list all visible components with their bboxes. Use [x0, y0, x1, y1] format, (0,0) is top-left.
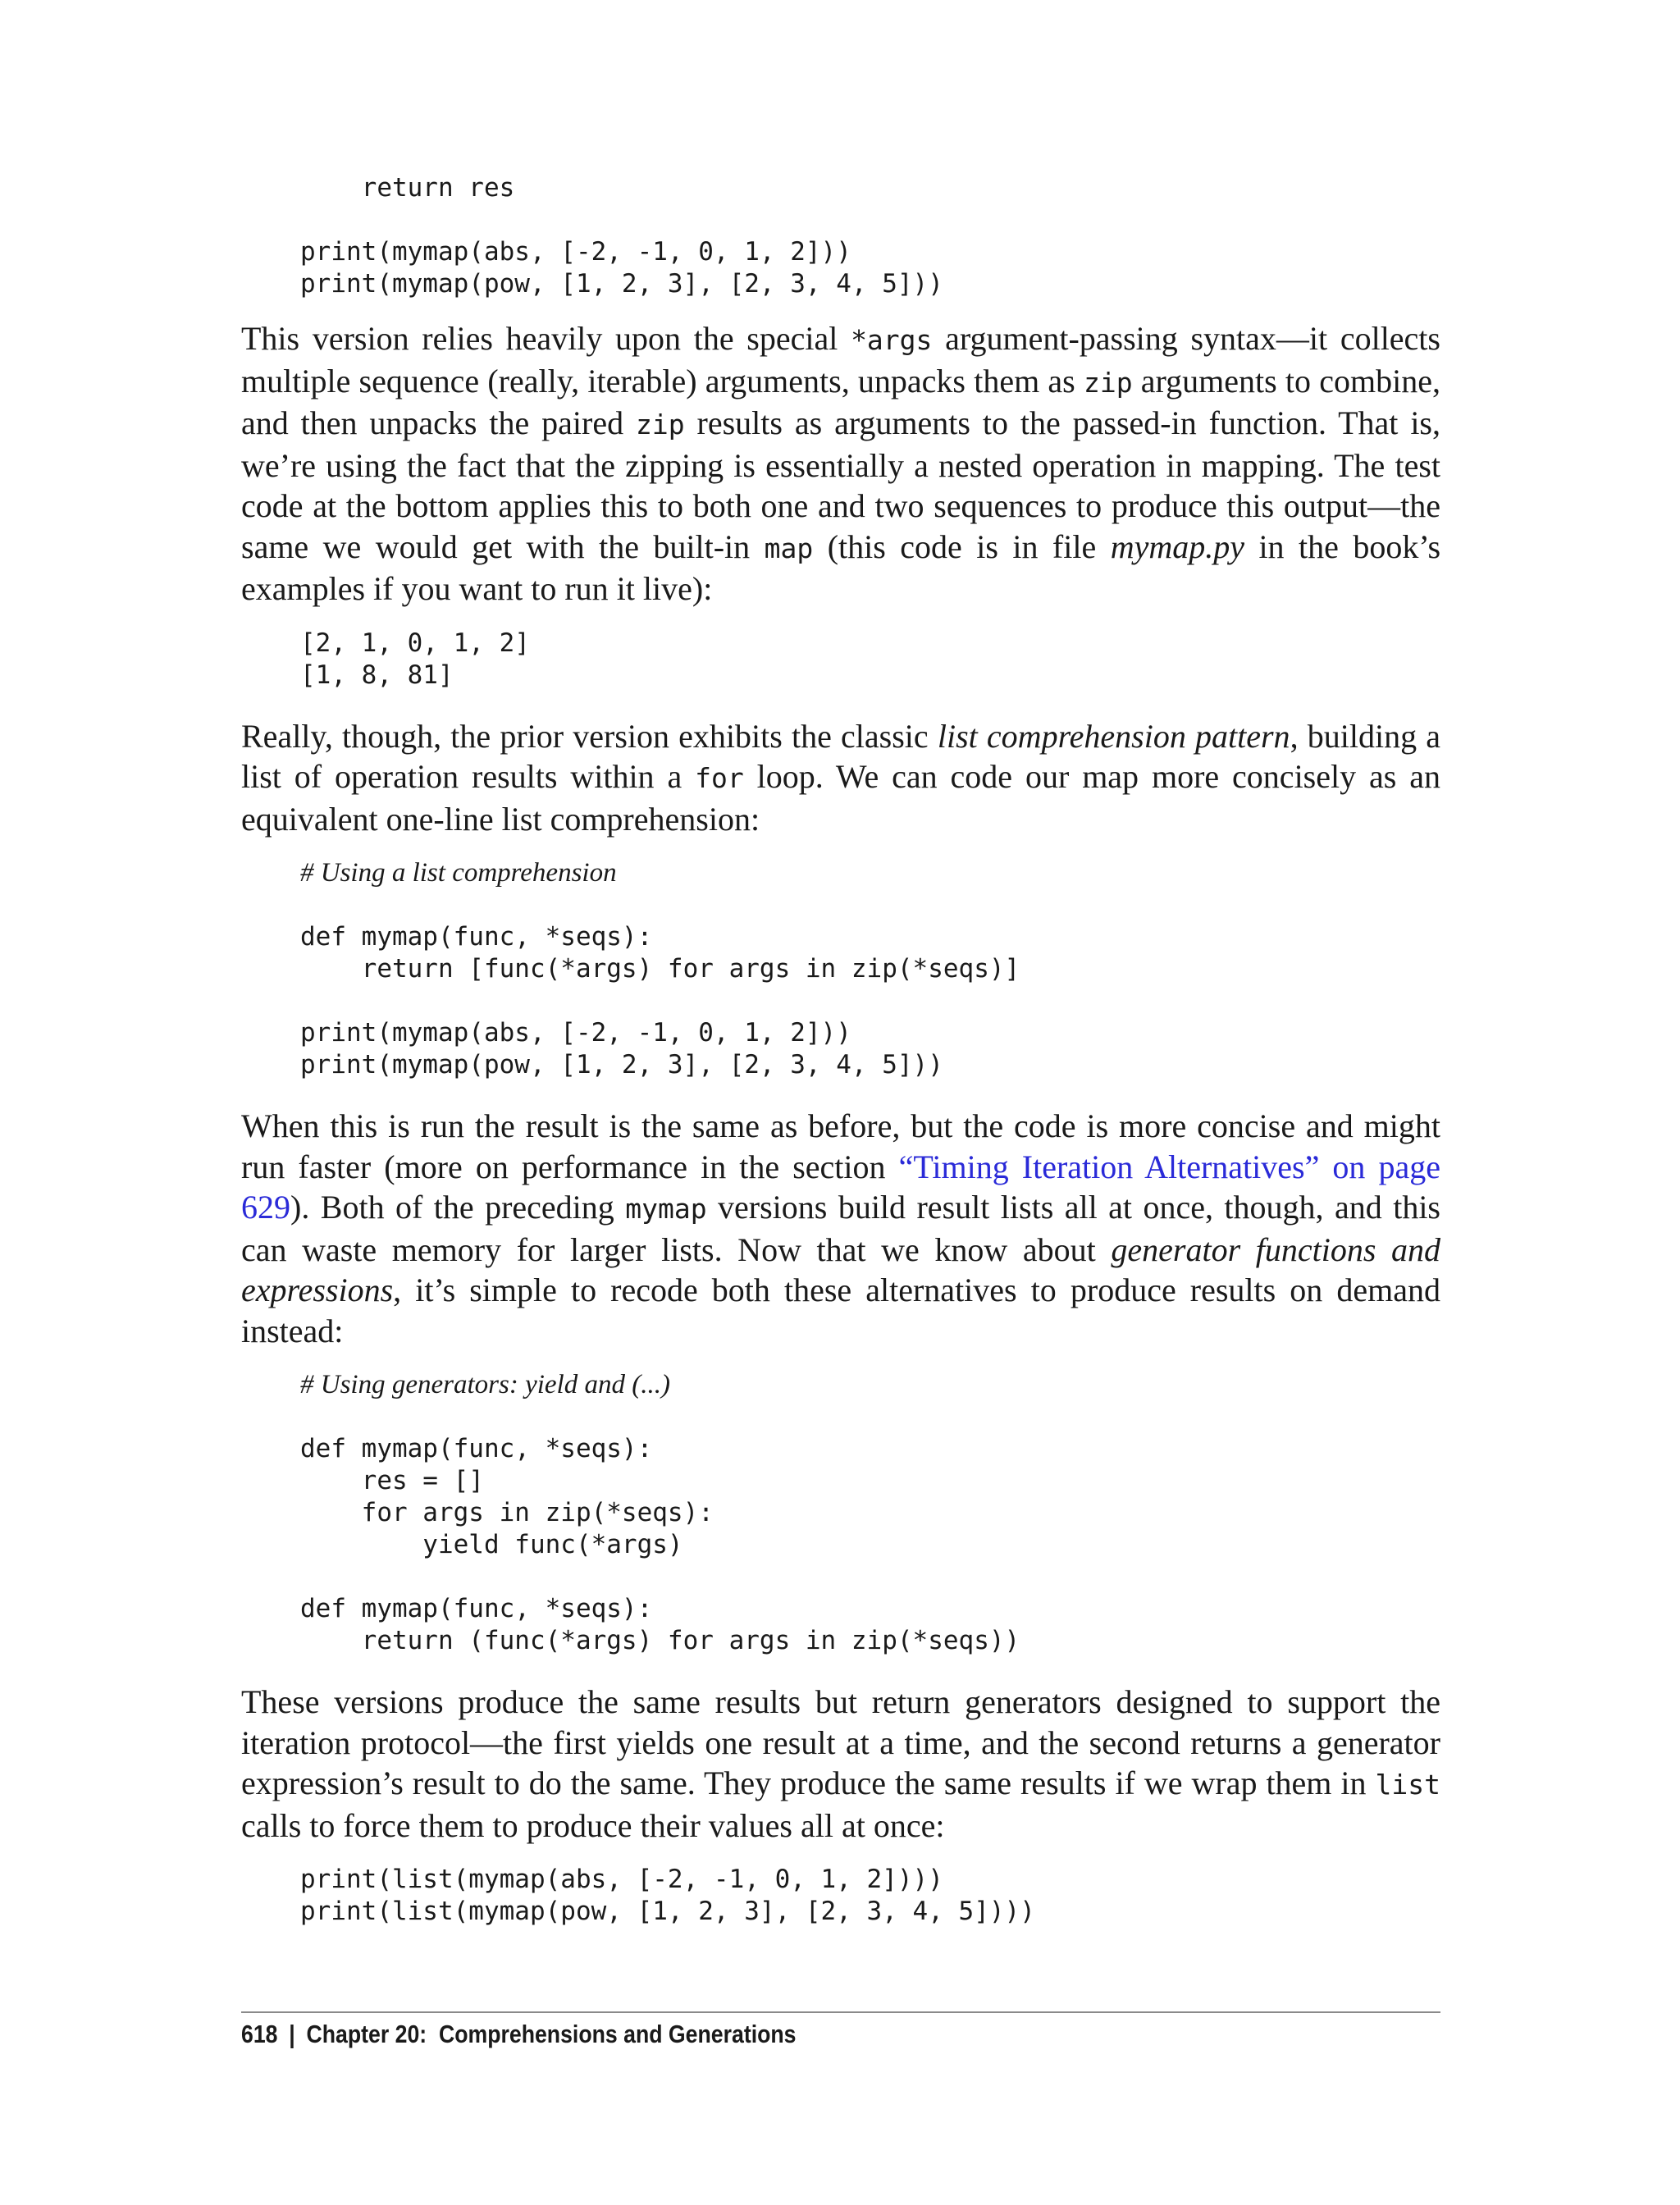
- paragraph-args-explanation: This version relies heavily upon the special *args argument-passing syntax—it collects multiple sequence (really, iterable) arguments, unpacks them as zip arguments to combine, and then unpacks the paired zip results as arguments to the passed-in function. That is, we’re using the fact that the zipping is essentially a nested operation in mapping. The test code at the bottom applies this to both one and two sequences to produce this output—the same we would get with the built-in map (this code is in file mymap.py in the book’s examples if you want to run it live):: [241, 320, 1441, 607]
- inline-code: for: [695, 762, 744, 794]
- code-comment: # Using a list comprehension: [300, 858, 617, 888]
- code-comment: # Using generators: yield and (...): [300, 1370, 670, 1399]
- chapter-title: Chapter 20: Comprehensions and Generations: [306, 2020, 797, 2048]
- code-block-list-calls: [241, 1864, 1440, 1928]
- code-line: res = []: [300, 1466, 484, 1495]
- code-line: print(mymap(abs, [-2, -1, 0, 1, 2])): [300, 237, 851, 267]
- code-line: print(list(mymap(abs, [-2, -1, 0, 1, 2]))): [300, 1865, 943, 1894]
- code-line: return [func(*args) for args in zip(*seqs)]: [300, 954, 1020, 984]
- term-emphasis: generator functions and expressions: [241, 1230, 1441, 1308]
- code-line: def mymap(func, *seqs):: [300, 1434, 653, 1463]
- paragraph-list-comprehension: Really, though, the prior version exhibits the classic list comprehension pattern, building a list of operation results within a for loop. We can code our map more concisely as an equivalent one-line list comprehension:: [241, 717, 1441, 838]
- inline-code: *args: [851, 324, 933, 356]
- term-emphasis: list comprehension pattern: [937, 717, 1290, 755]
- cross-reference-link[interactable]: “Timing Iteration Alternatives” on page 629: [241, 1148, 1441, 1226]
- code-block-generators: [241, 1369, 1440, 1657]
- footer-divider: [241, 2011, 1440, 2013]
- code-block-mymap-tail: [241, 172, 1440, 300]
- code-block-output: [241, 628, 1440, 692]
- code-line: print(mymap(pow, [1, 2, 3], [2, 3, 4, 5])): [300, 269, 943, 299]
- page-content: [241, 172, 1440, 1928]
- code-line: for args in zip(*seqs):: [300, 1498, 714, 1527]
- inline-code: zip: [636, 409, 685, 441]
- paragraph-generators-intro: When this is run the result is the same as before, but the code is more concise and might run faster (more on performance in the section “Timing Iteration Alternatives” on page 629). Both of the preceding mymap versions build result lists all at once, though, and this can waste memory for larger lists. Now that we know about generator functions and expressions, it’s simple to recode both these alternatives to produce results on demand instead:: [241, 1107, 1441, 1349]
- inline-code: list: [1375, 1769, 1440, 1801]
- code-line: return res: [300, 173, 515, 203]
- inline-code: zip: [1083, 366, 1133, 399]
- code-line: print(list(mymap(pow, [1, 2, 3], [2, 3, 4, 5]))): [300, 1897, 1035, 1926]
- paragraph-generator-results: These versions produce the same results but return generators designed to support the iteration protocol—the first yields one result at a time, and the second returns a generator expression’s result to do the same. They produce the same results if we wrap them in list calls to force them to produce their values all at once:: [241, 1683, 1440, 1844]
- filename-emphasis: mymap.py: [1110, 527, 1244, 565]
- code-line: def mymap(func, *seqs):: [300, 1594, 653, 1623]
- inline-code: map: [764, 532, 814, 564]
- code-line: def mymap(func, *seqs):: [300, 922, 653, 952]
- inline-code: mymap: [625, 1193, 707, 1225]
- code-line: print(mymap(abs, [-2, -1, 0, 1, 2])): [300, 1018, 851, 1048]
- code-line: [2, 1, 0, 1, 2]: [300, 628, 530, 658]
- code-line: print(mymap(pow, [1, 2, 3], [2, 3, 4, 5])): [300, 1050, 943, 1080]
- code-block-list-comprehension: [241, 857, 1440, 1081]
- code-line: yield func(*args): [300, 1530, 683, 1559]
- page-footer: [241, 2020, 796, 2049]
- code-line: return (func(*args) for args in zip(*seqs)): [300, 1626, 1020, 1655]
- code-line: [1, 8, 81]: [300, 660, 454, 690]
- page-number: 618: [241, 2020, 278, 2048]
- footer-separator: |: [289, 2020, 295, 2048]
